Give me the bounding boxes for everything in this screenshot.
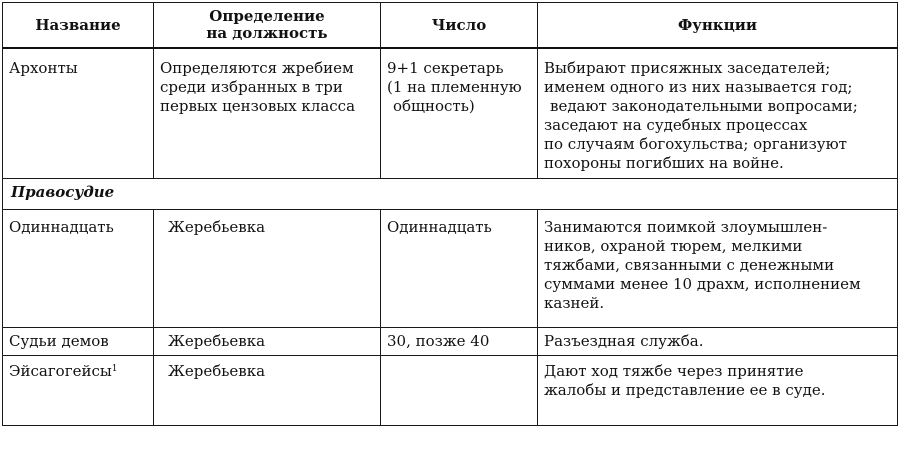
cell-name: Судьи демов [3,327,154,355]
cell-line: тяжбами, связанными с денежными [544,255,835,274]
cell-name: Архонты [3,48,154,178]
section-row [3,178,898,209]
cell-name-text: Эйсагогейсы [9,361,112,380]
table-row [3,327,898,355]
cell-line: Занимаются поимкой злоумышлен- [544,217,828,236]
cell-line: Дают ход тяжбе через принятие [544,361,804,380]
magistrates-table [2,2,898,426]
cell-line: (1 на племенную [387,78,522,96]
section-title: Правосудие [3,178,898,209]
cell-number [381,355,538,425]
cell-number: 30, позже 40 [381,327,538,355]
header-name: Название [3,3,154,49]
cell-line: жалобы и представление ее в суде. [544,380,826,399]
cell-number: Одиннадцать [381,209,538,327]
table-row [3,209,898,327]
cell-functions [538,209,898,327]
cell-line: первых цензовых класса [160,97,356,115]
cell-line: Определяются жребием [160,59,354,77]
cell-line: общность) [393,97,475,115]
cell-appointment [154,48,381,178]
cell-functions [538,48,898,178]
table-row [3,48,898,178]
cell-line: Выбирают присяжных заседателей; [544,59,831,77]
cell-line: 9+1 секретарь [387,59,504,77]
cell-appointment: Жеребьевка [154,355,381,425]
cell-line: именем одного из них называется год; [544,78,853,96]
footnote-marker: 1 [111,363,118,374]
cell-appointment: Жеребьевка [154,209,381,327]
table-row [3,355,898,425]
cell-functions [538,355,898,425]
cell-line: суммами менее 10 драхм, исполнением [544,274,861,293]
header-appointment-line: Определение [209,7,325,25]
cell-functions: Разъездная служба. [538,327,898,355]
header-number: Число [381,3,538,49]
table-header-row [3,3,898,49]
cell-number [381,48,538,178]
cell-appointment: Жеребьевка [154,327,381,355]
cell-line: казней. [544,293,605,312]
cell-line: похороны погибших на войне. [544,154,784,172]
cell-line: среди избранных в три [160,78,343,96]
cell-name [3,355,154,425]
cell-line: ников, охраной тюрем, мелкими [544,236,803,255]
header-functions: Функции [538,3,898,49]
cell-name: Одиннадцать [3,209,154,327]
header-appointment [154,3,381,49]
cell-line: по случаям богохульства; организуют [544,135,847,153]
header-appointment-line: на должность [206,24,328,42]
cell-line: заседают на судебных процессах [544,116,808,134]
cell-line: ведают законодательными вопросами; [550,97,858,115]
